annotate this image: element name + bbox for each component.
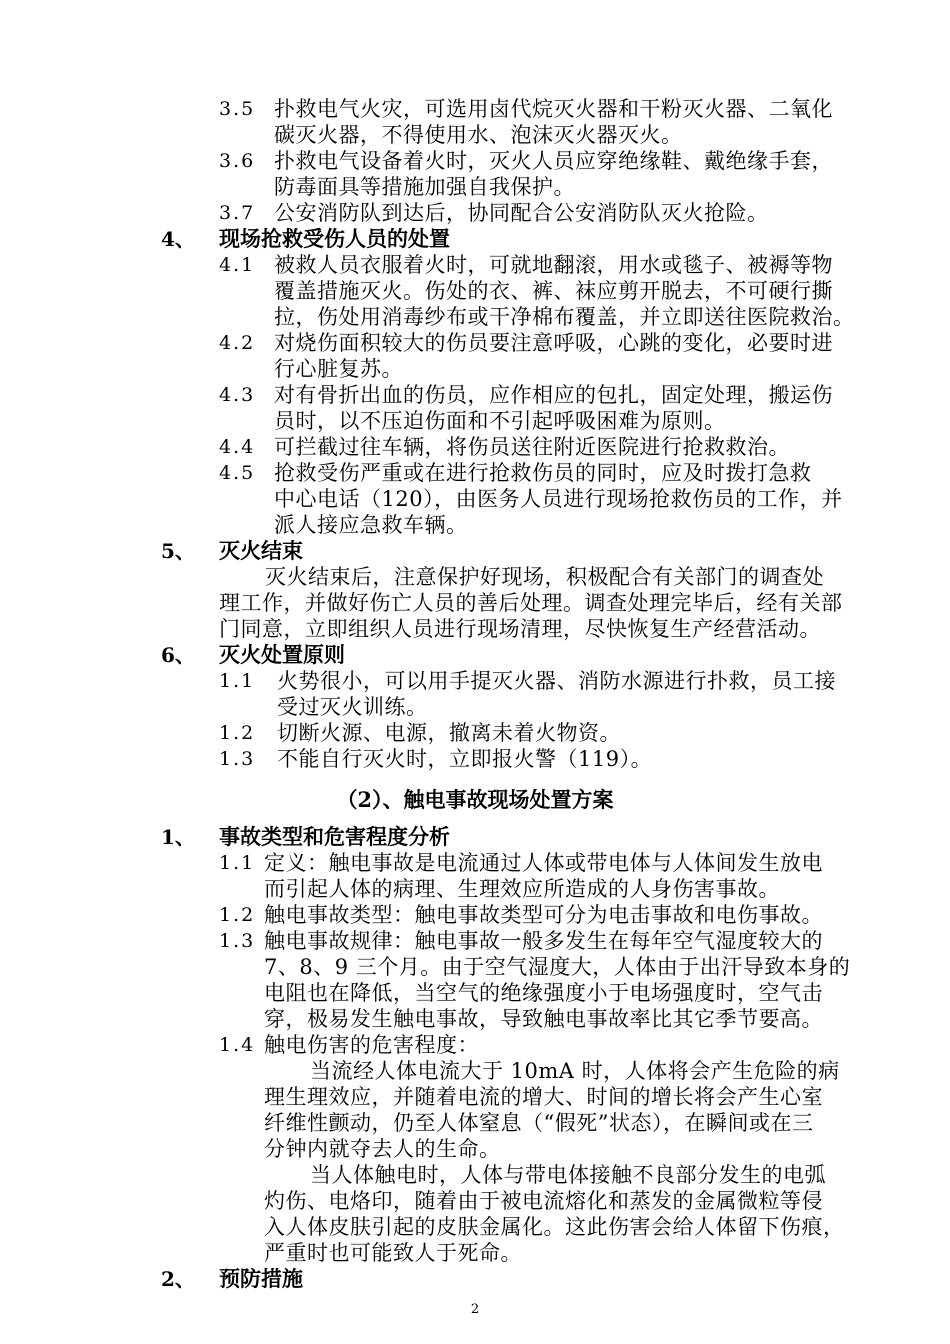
section-heading: 灭火处置原则 — [219, 642, 345, 667]
paragraph-line: 门同意，立即组织人员进行现场清理，尽快恢复生产经营活动。 — [219, 617, 821, 641]
page-number: 2 — [470, 1302, 480, 1317]
item-number: 4.4 — [219, 436, 256, 458]
item-number: 1.3 — [219, 748, 256, 770]
item-text-line: 可拦截过往车辆，将伤员送往附近医院进行抢救救治。 — [274, 435, 790, 459]
item-text-line: 火势很小，可以用手提灭火器、消防水源进行扑救，员工接 — [277, 669, 836, 693]
item-number: 4.2 — [219, 332, 256, 354]
item-text-line: 触电事故规律：触电事故一般多发生在每年空气湿度较大的 — [264, 929, 823, 953]
paragraph-line: 灼伤、电烙印，随着由于被电流熔化和蒸发的金属微粒等侵 — [264, 1189, 823, 1213]
paragraph-line: 严重时也可能致人于死命。 — [264, 1241, 522, 1265]
item-text-line: 防毒面具等措施加强自我保护。 — [274, 175, 575, 199]
paragraph-line: 分钟内就夺去人的生命。 — [264, 1137, 501, 1161]
item-text-line: 不能自行灭火时，立即报火警（119）。 — [277, 747, 653, 771]
paragraph-line: 灭火结束后，注意保护好现场，积极配合有关部门的调查处 — [265, 565, 824, 589]
section-number: 2、 — [161, 1267, 195, 1291]
item-text-line: 员时，以不压迫伤面和不引起呼吸困难为原则。 — [274, 409, 726, 433]
item-text-line: 切断火源、电源，撤离未着火物资。 — [277, 721, 621, 745]
item-text-line: 穿，极易发生触电事故，导致触电事故率比其它季节要高。 — [264, 1007, 823, 1031]
paragraph-line: 纤维性颤动，仍至人体窒息（“假死”状态），在瞬间或在三 — [264, 1111, 814, 1135]
item-number: 1.2 — [219, 722, 256, 744]
item-number: 1.1 — [219, 852, 256, 874]
item-text-line: 中心电话（120），由医务人员进行现场抢救伤员的工作，并 — [274, 487, 843, 511]
item-text-line: 被救人员衣服着火时，可就地翻滚，用水或毯子、被褥等物 — [274, 253, 833, 277]
section-number: 5、 — [161, 539, 195, 563]
plan-title: （2）、触电事故现场处置方案 — [336, 787, 614, 812]
item-number: 3.5 — [219, 98, 256, 120]
item-text-line: 拉，伤处用消毒纱布或干净棉布覆盖，并立即送往医院救治。 — [274, 305, 855, 329]
paragraph-line: 入人体皮肤引起的皮肤金属化。这此伤害会给人体留下伤痕， — [264, 1215, 845, 1239]
item-number: 4.1 — [219, 254, 256, 276]
section-heading: 预防措施 — [219, 1266, 303, 1291]
item-text-line: 行心脏复苏。 — [274, 357, 403, 381]
item-number: 1.2 — [219, 904, 256, 926]
item-text-line: 派人接应急救车辆。 — [274, 513, 468, 537]
item-text-line: 而引起人体的病理、生理效应所造成的人身伤害事故。 — [264, 877, 780, 901]
item-number: 3.6 — [219, 150, 256, 172]
item-text-line: 对有骨折出血的伤员，应作相应的包扎，固定处理，搬运伤 — [274, 383, 833, 407]
item-number: 4.5 — [219, 462, 256, 484]
item-text-line: 对烧伤面积较大的伤员要注意呼吸，心跳的变化，必要时进 — [274, 331, 833, 355]
item-text-line: 扑救电气设备着火时，灭火人员应穿绝缘鞋、戴绝缘手套， — [274, 149, 833, 173]
paragraph-line: 理生理效应，并随着电流的增大、时间的增长将会产生心室 — [264, 1085, 823, 1109]
paragraph-line: 当人体触电时，人体与带电体接触不良部分发生的电弧 — [310, 1163, 826, 1187]
section-number: 1、 — [161, 825, 195, 849]
section-number: 4、 — [161, 227, 195, 251]
section-heading: 事故类型和危害程度分析 — [219, 824, 450, 849]
paragraph-line: 理工作，并做好伤亡人员的善后处理。调查处理完毕后，经有关部 — [219, 591, 843, 615]
item-number: 4.3 — [219, 384, 256, 406]
item-text-line: 7、8、9 三个月。由于空气湿度大，人体由于出汗导致本身的 — [264, 955, 851, 979]
item-text-line: 受过灭火训练。 — [277, 695, 428, 719]
item-text-line: 电阻也在降低，当空气的绝缘强度小于电场强度时，空气击 — [264, 981, 823, 1005]
section-number: 6、 — [161, 643, 195, 667]
item-text-line: 公安消防队到达后，协同配合公安消防队灭火抢险。 — [274, 201, 769, 225]
section-heading: 现场抢救受伤人员的处置 — [219, 226, 450, 251]
item-text-line: 触电伤害的危害程度： — [264, 1033, 479, 1057]
section-heading: 灭火结束 — [219, 538, 303, 563]
item-number: 1.1 — [219, 670, 256, 692]
item-number: 3.7 — [219, 202, 256, 224]
item-text-line: 触电事故类型：触电事故类型可分为电击事故和电伤事故。 — [264, 903, 823, 927]
paragraph-line: 当流经人体电流大于 10mA 时，人体将会产生危险的病 — [310, 1059, 840, 1083]
item-number: 1.3 — [219, 930, 256, 952]
item-text-line: 碳灭火器，不得使用水、泡沫灭火器灭火。 — [274, 123, 683, 147]
item-text-line: 抢救受伤严重或在进行抢救伤员的同时，应及时拨打急救 — [274, 461, 812, 485]
item-text-line: 扑救电气火灾，可选用卤代烷灭火器和干粉灭火器、二氧化 — [274, 97, 833, 121]
item-number: 1.4 — [219, 1034, 256, 1056]
item-text-line: 定义：触电事故是电流通过人体或带电体与人体间发生放电 — [264, 851, 823, 875]
item-text-line: 覆盖措施灭火。伤处的衣、裤、袜应剪开脱去，不可硬行撕 — [274, 279, 833, 303]
